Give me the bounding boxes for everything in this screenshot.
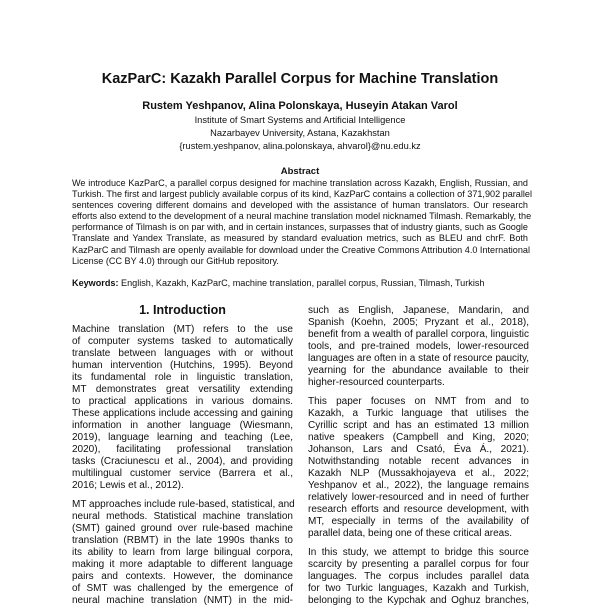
abstract-line: We introduce KazParC, a parallel corpus designed for machine translation across Kazakh, English, Russian, and xyxy=(72,178,528,188)
text-line: for two Turkic languages, Kazakh and Turkish, xyxy=(308,583,529,594)
text-line: 2020), facilitating professional translation xyxy=(72,444,293,455)
text-line: making it more adaptable to different language xyxy=(72,559,293,570)
abstract-body xyxy=(72,178,532,267)
text-line: MT demonstrates great versatility extending xyxy=(72,384,293,395)
text-line: such as English, Japanese, Mandarin, and xyxy=(308,305,529,316)
text-line: Cyrillic script and has an estimated 13 million xyxy=(308,420,529,431)
text-line: benefit from a wealth of parallel corpora, linguistic xyxy=(308,329,529,340)
text-line: These applications include accessing and gaining xyxy=(72,408,293,419)
affiliation-institute: Institute of Smart Systems and Artificial Intelligence xyxy=(194,115,406,125)
text-line: parallel data, being one of these critical areas. xyxy=(308,528,513,539)
section-heading-introduction: 1. Introduction xyxy=(139,303,226,317)
abstract-heading: Abstract xyxy=(280,166,320,177)
text-line: neural machine translation (NMT) in the mid- xyxy=(72,595,293,606)
text-line: Machine translation (MT) refers to the use xyxy=(72,324,293,335)
paragraph xyxy=(308,547,529,607)
abstract-line: sentences covering different domains and developed with the assistance of human translators. Our research xyxy=(72,200,528,211)
text-line: of SMT was challenged by the emergence of xyxy=(72,583,293,594)
text-line: Kazakh NLP (Mussakhojayeva et al., 2022; xyxy=(308,468,529,479)
text-line: 2016; Lewis et al., 2012). xyxy=(72,480,184,491)
abstract-line: Translate and Yandex Translate, as measured by standard evaluation metrics, such as BLEU and chrF. Both xyxy=(72,233,528,244)
authors: Rustem Yeshpanov, Alina Polonskaya, Huseyin Atakan Varol xyxy=(142,100,458,112)
text-line: In this study, we attempt to bridge this source xyxy=(308,547,529,558)
text-line: translation (RBMT) in the late 1990s thanks to xyxy=(72,535,293,546)
text-line: scarcity by presenting a parallel corpus for four xyxy=(308,559,529,570)
abstract-line: KazParC and Tilmash are openly available for download under the Creative Commons Attribution 4.0 International xyxy=(72,244,530,255)
text-line: translate between languages with or without xyxy=(72,348,293,359)
text-line: relatively lower-resourced and in need of further xyxy=(308,492,529,503)
text-line: (SMT) gained ground over rule-based machine xyxy=(72,523,293,534)
abstract-line: efforts also extend to the development of a neural machine translation model nicknamed Tilmash. Remarkably, the xyxy=(72,211,532,222)
text-line: of computer systems tasked to automatically xyxy=(72,336,293,347)
abstract-line: performance of Tilmash is on par with, and in certain instances, surpasses that of industry giants, such as Google xyxy=(72,222,528,233)
text-line: its fundamental role in linguistic translation, xyxy=(72,372,293,383)
text-line: Yeshpanov et al., 2022), the language remains xyxy=(308,480,529,491)
text-line: Johanson, Lars and Csató, Éva Á., 2021). xyxy=(308,444,529,455)
text-line: Notwithstanding notable recent advances in xyxy=(308,456,529,467)
paragraph xyxy=(308,305,529,389)
text-line: yearning for the abundance available to their xyxy=(308,365,529,376)
text-line: Kazakh, a Turkic language that utilises the xyxy=(308,408,529,419)
text-line: MT approaches include rule-based, statistical, and xyxy=(72,499,295,510)
text-line: neural methods. Statistical machine translation xyxy=(72,511,293,522)
right-column xyxy=(308,305,529,614)
paper-title: KazParC: Kazakh Parallel Corpus for Machine Translation xyxy=(101,71,499,87)
text-line: research efforts and resource development, with xyxy=(308,504,529,515)
text-line: tools, and pre-trained models, lower-resourced xyxy=(308,341,529,352)
text-line: tasks (Craciunescu et al., 2004), and providing xyxy=(72,456,293,467)
paragraph xyxy=(72,324,293,492)
text-line: human intervention (Hutchins, 1995). Beyond xyxy=(72,360,293,371)
keywords xyxy=(72,278,484,288)
affiliation-emails: {rustem.yeshpanov, alina.polonskaya, ahvarol}@nu.edu.kz xyxy=(179,141,421,151)
text-line: 2019), language learning and teaching (Lee, xyxy=(72,432,293,443)
text-line: pairs and contexts. However, the dominance xyxy=(72,571,293,582)
text-line: higher-resourced counterparts. xyxy=(308,377,445,388)
abstract-line: Turkish. The first and largest publicly available corpus of its kind, KazParC contains a collection of 371,902 parallel xyxy=(72,189,532,200)
text-line: native speakers (Campbell and King, 2020; xyxy=(308,432,529,443)
text-line: information in another language (Wiesmann, xyxy=(72,420,293,431)
left-column xyxy=(72,324,293,614)
text-line: belonging to the Kypchak and Oghuz branches, xyxy=(308,595,529,606)
text-line: Spanish (Koehn, 2005; Pryzant et al., 2018), xyxy=(308,317,529,328)
paragraph xyxy=(72,499,293,607)
paragraph xyxy=(308,396,529,540)
text-line: MT, especially in terms of the availability of xyxy=(308,516,529,527)
text-line: languages are often in a state of resource paucity, xyxy=(308,353,530,364)
text-line: to practical applications in various domains. xyxy=(72,396,293,407)
text-line: multilingual customer service (Barrera et al., xyxy=(72,468,293,479)
keywords-text: English, Kazakh, KazParC, machine translation, parallel corpus, Russian, Tilmash, Turkish xyxy=(121,278,485,288)
abstract-line: License (CC BY 4.0) through our GitHub repository. xyxy=(72,255,279,266)
affiliation xyxy=(0,114,600,153)
text-line: its ability to learn from large bilingual corpora, xyxy=(72,547,293,558)
keywords-label: Keywords: xyxy=(72,278,119,288)
text-line: This paper focuses on NMT from and to xyxy=(308,396,529,407)
text-line: languages. The corpus includes parallel data xyxy=(308,571,529,582)
affiliation-university: Nazarbayev University, Astana, Kazakhstan xyxy=(210,128,390,138)
